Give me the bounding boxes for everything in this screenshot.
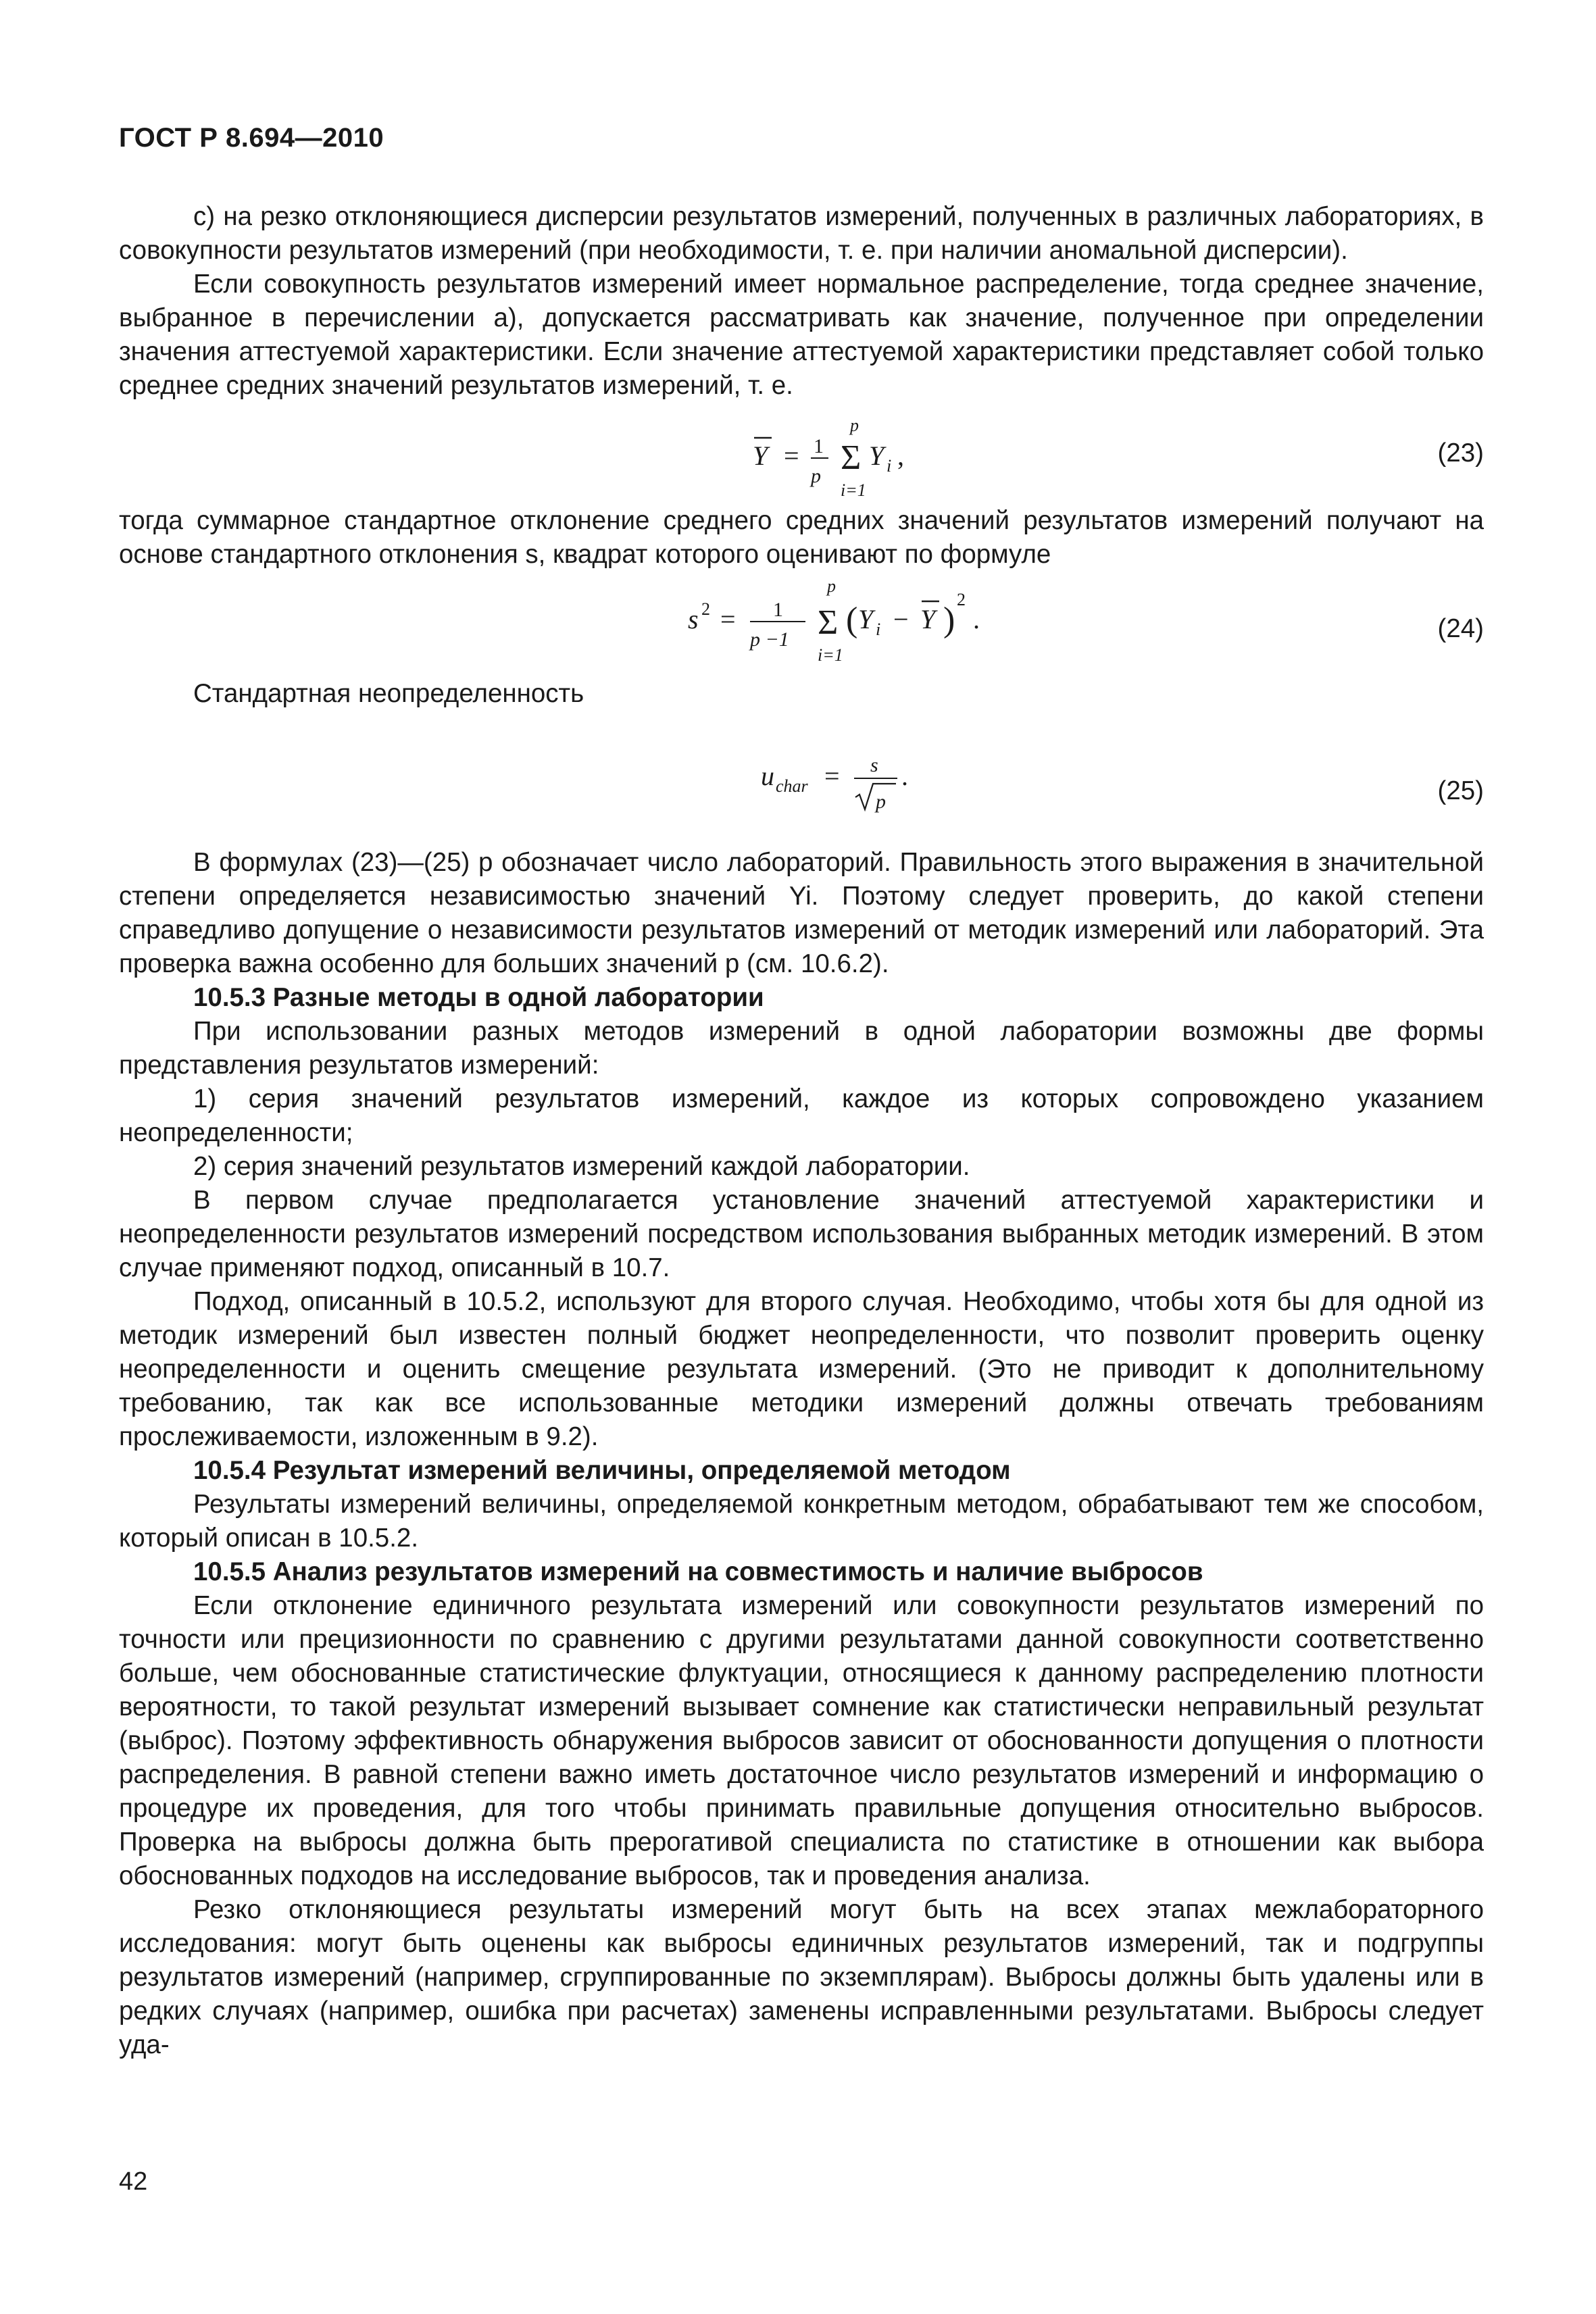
lhs-u: u xyxy=(761,761,774,791)
equation-number-24: (24) xyxy=(1437,614,1484,643)
standard-uncertainty-label: Стандартная неопределенность xyxy=(193,679,584,708)
fraction-denominator: p xyxy=(811,465,821,487)
page-number: 42 xyxy=(119,2167,148,2196)
close-paren: ) xyxy=(943,601,955,639)
trailing-period: . xyxy=(901,761,908,791)
formula-25-expression xyxy=(757,724,1027,832)
paragraph-outliers-stages: Резко отклоняющиеся результаты измерений могут быть на всех этапах межлабораторного исследования: могут быть оценены как выбросы единичных результатов измерений, так и подгруппы результатов измерений (например, сгруппированные по экземплярам). Выбросы должны быть удалены или в редких случаях (например, ошибка при расчетах) заменены исправленными результатами. Выбросы следует уда- xyxy=(119,1895,1484,2059)
trailing-comma: , xyxy=(897,441,904,471)
section-heading-10-5-4: 10.5.4 Результат измерений величины, определяемой методом xyxy=(193,1456,1011,1485)
lhs-y: Y xyxy=(753,441,768,471)
list-item-2: 2) серия значений результатов измерений каждой лаборатории. xyxy=(193,1152,970,1181)
paragraph-normal-distribution: Если совокупность результатов измерений имеет нормальное распределение, тогда среднее значение, выбранное в перечислении а), допускается рассматривать как значение, полученное при определении значения аттестуемой характеристики. Если значение аттестуемой характеристики представляет собой только среднее средних значений результатов измерений, т. е. xyxy=(119,270,1484,400)
sum-upper-limit: p xyxy=(827,576,836,596)
formula-23-expression xyxy=(749,403,1019,504)
paragraph-list-item-c: с) на резко отклоняющиеся дисперсии результатов измерений, полученных в различных лабораториях, в совокупности результатов измерений (при необходимости, т. е. при наличии аномальной дисперсии). xyxy=(119,202,1484,265)
sum-lower-limit: i=1 xyxy=(818,645,843,665)
term-y: Y xyxy=(869,441,884,471)
trailing-period: . xyxy=(973,604,980,634)
sum-symbol: Σ xyxy=(841,438,862,477)
section-heading-10-5-3: 10.5.3 Разные методы в одной лаборатории xyxy=(193,983,764,1012)
fraction-denominator: p −1 xyxy=(750,628,789,651)
page-header: ГОСТ Р 8.694—2010 xyxy=(119,123,384,153)
fraction-numerator: 1 xyxy=(773,599,783,621)
formula-23 xyxy=(119,403,1484,504)
list-item-1: 1) серия значений результатов измерений, каждое из которых сопровождено указанием неопределенности; xyxy=(119,1084,1484,1147)
paren-superscript: 2 xyxy=(957,590,966,609)
equation-number-23: (23) xyxy=(1437,438,1484,468)
term-subscript: i xyxy=(876,620,881,639)
equals-sign: = xyxy=(720,604,736,634)
lhs-subscript: char xyxy=(776,776,808,796)
term-y: Y xyxy=(858,604,874,634)
minus-sign: − xyxy=(893,604,909,634)
open-paren: ( xyxy=(846,601,858,639)
fraction-numerator: s xyxy=(870,754,878,776)
sum-upper-limit: p xyxy=(850,416,859,435)
equals-sign: = xyxy=(784,441,799,471)
lhs-s: s xyxy=(688,604,699,634)
term-subscript: i xyxy=(887,456,892,476)
equation-number-25: (25) xyxy=(1437,776,1484,805)
sqrt-radicand: p xyxy=(876,790,886,813)
fraction-numerator: 1 xyxy=(814,435,824,457)
formula-25 xyxy=(119,711,1484,846)
paragraph-formulas-note: В формулах (23)—(25) p обозначает число лабораторий. Правильность этого выражения в значительной степени определяется независимостью значений Yi. Поэтому следует проверить, до какой степени справедливо допущение о независимости результатов измерений от методик измерений или лабораторий. Эта проверка важна особенно для больших значений p (см. 10.6.2). xyxy=(119,848,1484,978)
section-heading-10-5-5: 10.5.5 Анализ результатов измерений на совместимость и наличие выбросов xyxy=(193,1557,1203,1586)
paragraph-outliers-definition: Если отклонение единичного результата измерений или совокупности результатов измерений по точности или прецизионности по сравнению с другими результатами данной совокупности соответственно больше, чем обоснованные статистические флуктуации, относящиеся к данному распределению плотности вероятности, то такой результат измерений вызывает сомнение как статистически неправильный результат (выброс). Поэтому эффективность обнаружения выбросов зависит от обоснованности допущения о плотности распределения. В равной степени важно иметь достаточное число результатов измерений и информацию о процедуре их проведения, для того чтобы принимать правильные допущения относительно выбросов. Проверка на выбросы должна быть прерогативой специалиста по статистике в отношении как выбора обоснованных подходов на исследование выбросов, так и проведения анализа. xyxy=(119,1591,1484,1890)
paragraph-total-std-dev xyxy=(119,504,1484,572)
equals-sign: = xyxy=(824,761,840,791)
formula-24 xyxy=(119,572,1484,672)
sum-symbol: Σ xyxy=(818,603,839,642)
paragraph-total-std-dev-text: тогда суммарное стандартное отклонение среднего средних значений результатов измерений получают на основе стандартного отклонения s, квадрат которого оценивают по формуле xyxy=(119,506,1484,569)
paragraph-methods-forms: При использовании разных методов измерений в одной лаборатории возможны две формы представления результатов измерений: xyxy=(119,1017,1484,1080)
formula-24-expression xyxy=(680,572,1058,672)
paragraph-method-results: Результаты измерений величины, определяемой конкретным методом, обрабатывают тем же способом, который описан в 10.5.2. xyxy=(119,1490,1484,1553)
document-body xyxy=(119,200,1484,2062)
bar-term-y: Y xyxy=(920,604,936,634)
sum-lower-limit: i=1 xyxy=(841,480,866,500)
paragraph-second-case: Подход, описанный в 10.5.2, используют для второго случая. Необходимо, чтобы хотя бы для одной из методик измерений был известен полный бюджет неопределенности, что позволит проверить оценку неопределенности и оценить смещение результата измерений. (Это не приводит к дополнительному требованию, так как все использованные методики измерений должны отвечать требованиям прослеживаемости, изложенным в 9.2). xyxy=(119,1287,1484,1451)
paragraph-first-case: В первом случае предполагается установление значений аттестуемой характеристики и неопределенности результатов измерений посредством использования выбранных методик измерений. В этом случае применяют подход, описанный в 10.7. xyxy=(119,1186,1484,1282)
lhs-superscript: 2 xyxy=(701,599,710,619)
